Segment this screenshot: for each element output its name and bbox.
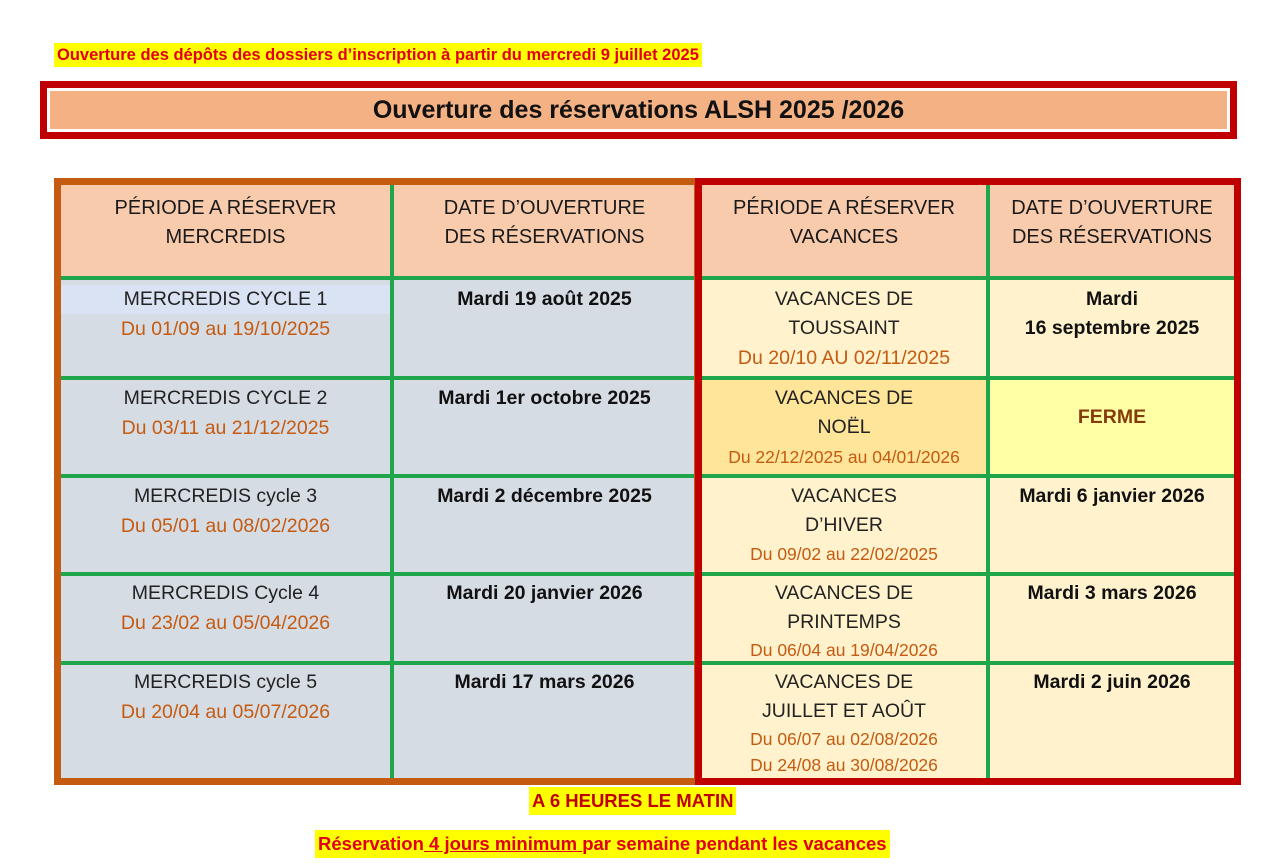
header-text: PÉRIODE A RÉSERVER xyxy=(733,197,955,219)
note-text: Réservation xyxy=(318,833,424,854)
opening-date: Mardi 2 décembre 2025 xyxy=(437,485,652,507)
note-text: par semaine pendant les vacances xyxy=(582,833,887,854)
vacances-title: JUILLET ET AOÛT xyxy=(762,700,926,722)
header-text: DES RÉSERVATIONS xyxy=(1011,226,1213,248)
vacances-dates: Du 06/04 au 19/04/2026 xyxy=(750,640,938,660)
reservations-table xyxy=(54,178,1241,785)
header-text: PÉRIODE A RÉSERVER xyxy=(114,197,337,219)
opening-time-note: A 6 HEURES LE MATIN xyxy=(529,787,736,815)
note-emphasis: 4 jours minimum xyxy=(423,833,583,854)
mercredi-cycle-dates: Du 01/09 au 19/10/2025 xyxy=(120,318,331,340)
opening-date: Mardi 2 juin 2026 xyxy=(1033,671,1191,693)
mercredi-cycle-title: MERCREDIS cycle 3 xyxy=(133,485,318,507)
mercredi-cycle-title: MERCREDIS cycle 5 xyxy=(133,671,318,693)
vacances-dates: Du 20/10 AU 02/11/2025 xyxy=(737,347,951,369)
vacances-dates: Du 22/12/2025 au 04/01/2026 xyxy=(728,447,960,467)
vacances-title: VACANCES xyxy=(791,485,897,507)
header-text: DATE D’OUVERTURE xyxy=(443,197,646,219)
opening-date: Mardi 6 janvier 2026 xyxy=(1019,485,1205,507)
closed-status: FERME xyxy=(1077,406,1147,428)
vacances-dates: Du 09/02 au 22/02/2025 xyxy=(750,544,938,564)
mercredi-cycle-title: MERCREDIS Cycle 4 xyxy=(131,582,320,604)
header-text: VACANCES xyxy=(789,226,899,248)
minimum-days-note xyxy=(315,830,890,858)
mercredi-cycle-dates: Du 23/02 au 05/04/2026 xyxy=(120,612,331,634)
opening-date: Mardi 1er octobre 2025 xyxy=(438,387,651,409)
header-text: DATE D’OUVERTURE xyxy=(1011,197,1213,219)
header-text: MERCREDIS xyxy=(165,226,286,248)
vacances-title: NOËL xyxy=(817,416,871,438)
opening-date: Mardi 20 janvier 2026 xyxy=(446,582,643,604)
mercredi-cycle-title: MERCREDIS CYCLE 2 xyxy=(123,387,328,409)
title-banner xyxy=(40,81,1237,139)
vacances-title: PRINTEMPS xyxy=(787,611,901,633)
mercredi-cycle-dates: Du 05/01 au 08/02/2026 xyxy=(120,515,331,537)
opening-date: Mardi 17 mars 2026 xyxy=(454,671,635,693)
vacances-title: VACANCES DE xyxy=(774,671,914,693)
opening-date: 16 septembre 2025 xyxy=(1024,317,1200,339)
mercredis-frame xyxy=(54,178,701,785)
opening-date: Mardi 19 août 2025 xyxy=(457,288,632,310)
vacances-dates: Du 06/07 au 02/08/2026 xyxy=(750,729,938,749)
vacances-title: VACANCES DE xyxy=(774,387,914,409)
page-title: Ouverture des réservations ALSH 2025 /2026 xyxy=(50,91,1227,129)
opening-date: Mardi xyxy=(1085,288,1138,310)
opening-date: Mardi 3 mars 2026 xyxy=(1027,582,1197,604)
vacances-dates: Du 24/08 au 30/08/2026 xyxy=(750,755,938,775)
vacances-title: VACANCES DE xyxy=(774,582,914,604)
mercredi-cycle-dates: Du 03/11 au 21/12/2025 xyxy=(121,417,330,439)
mercredi-cycle-dates: Du 20/04 au 05/07/2026 xyxy=(120,701,331,723)
vacances-title: D’HIVER xyxy=(804,514,883,536)
header-text: DES RÉSERVATIONS xyxy=(444,226,645,248)
vacances-title: TOUSSAINT xyxy=(788,317,900,339)
vacances-frame xyxy=(695,178,1241,785)
inscription-notice: Ouverture des dépôts des dossiers d’inscription à partir du mercredi 9 juillet 2025 xyxy=(54,43,702,67)
mercredi-cycle-title: MERCREDIS CYCLE 1 xyxy=(61,285,390,314)
vacances-title: VACANCES DE xyxy=(774,288,914,310)
